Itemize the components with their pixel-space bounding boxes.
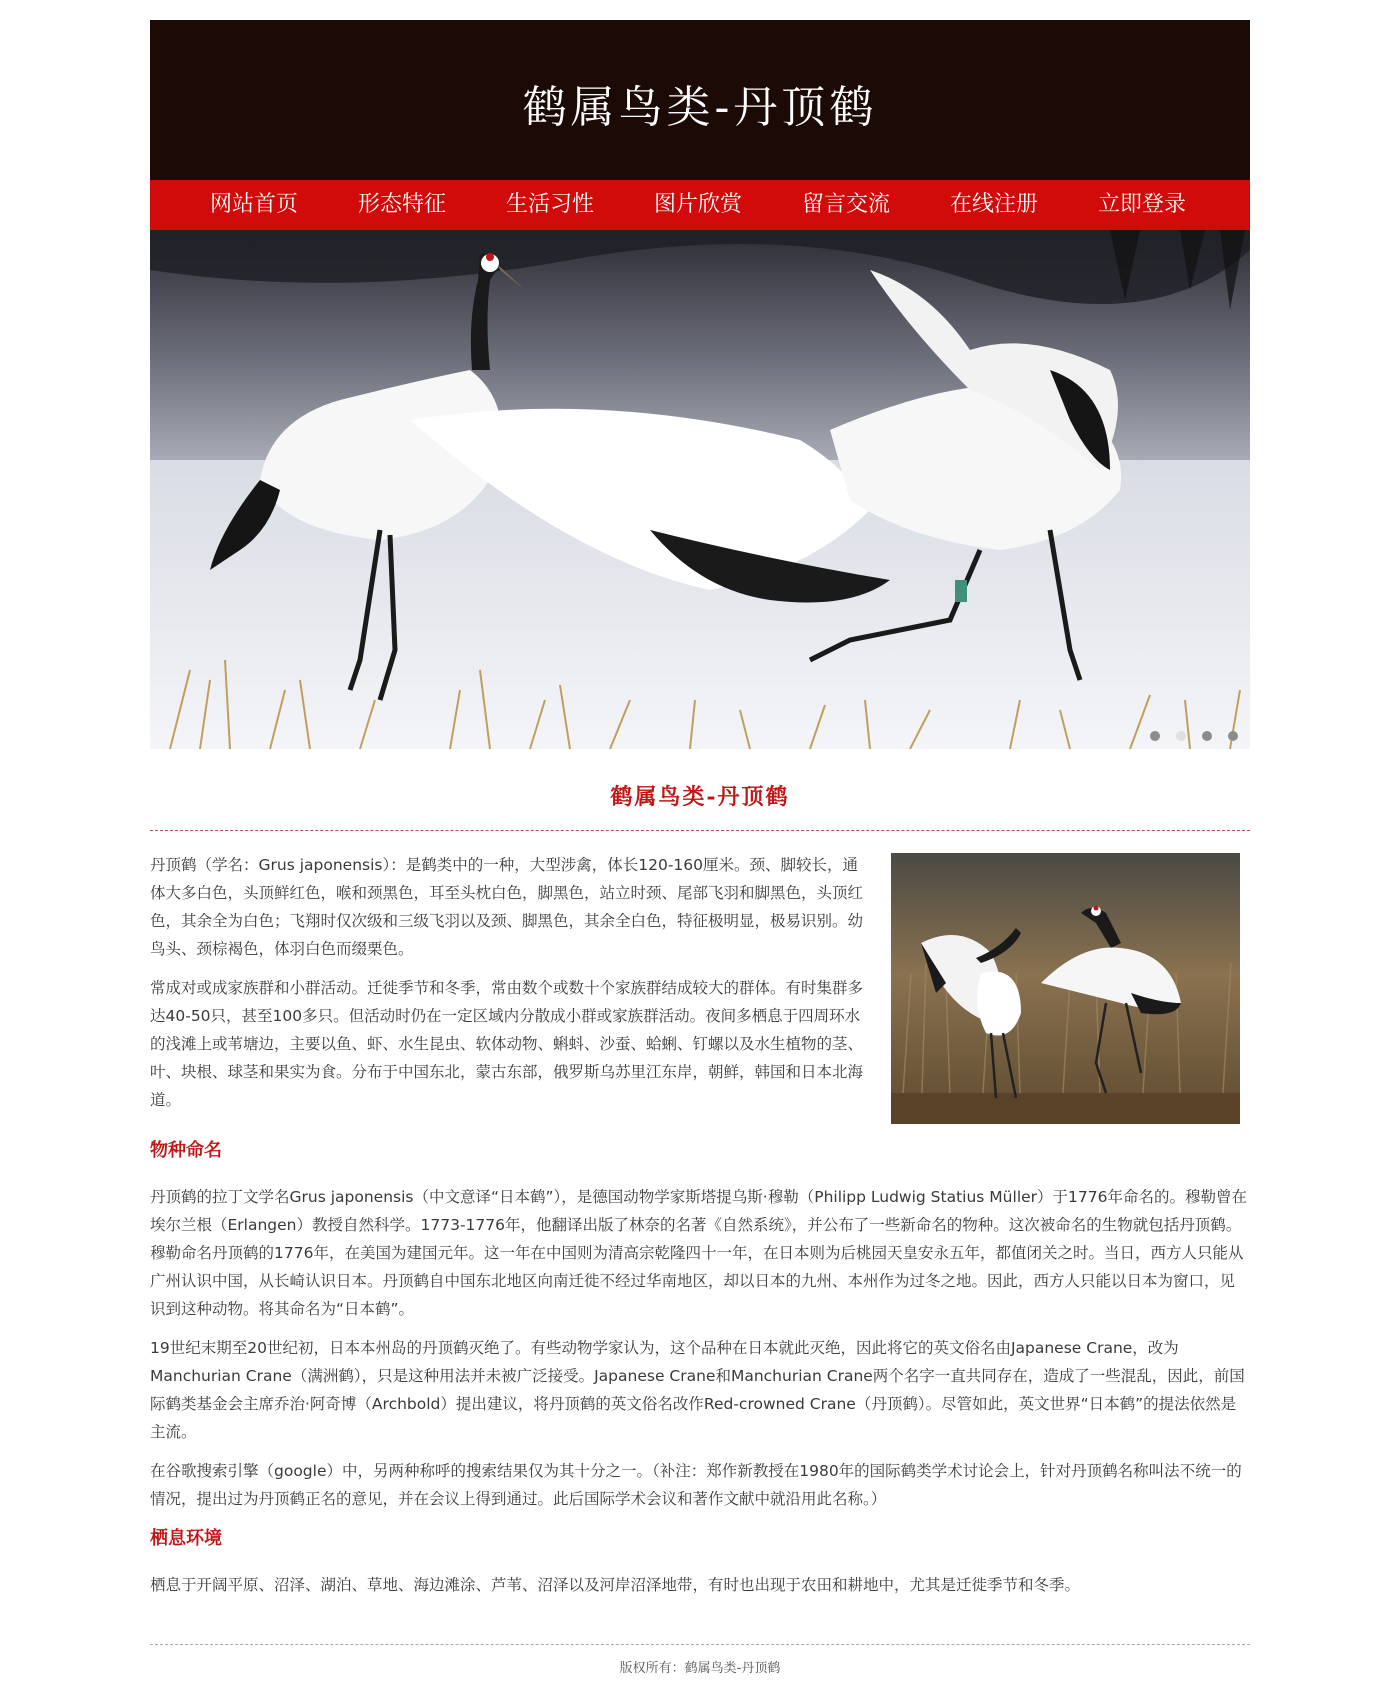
intro-paragraph: 常成对或成家族群和小群活动。迁徙季节和冬季，常由数个或数十个家族群结成较大的群体。有时集群多达40-50只，甚至100多只。但活动时仍在一定区域内分散成小群或家族群活动。夜间多栖息于四周环水的浅滩上或苇塘边，主要以鱼、虾、水生昆虫、软体动物、蝌蚪、沙蚕、蛤蜊、钉螺以及水生植物的茎、叶、块根、球茎和果实为食。分布于中国东北，蒙古东部，俄罗斯乌苏里江东岸，朝鲜，韩国和日本北海道。 bbox=[150, 979, 864, 1109]
nav-item-home[interactable]: 网站首页 bbox=[209, 192, 298, 217]
slide-dot-4[interactable] bbox=[1228, 731, 1238, 741]
nav-item-guestbook[interactable]: 留言交流 bbox=[801, 192, 890, 217]
site-footer bbox=[150, 1644, 1250, 1676]
nav-item-gallery[interactable]: 图片欣赏 bbox=[653, 192, 742, 217]
naming-paragraph: 19世纪末期至20世纪初，日本本州岛的丹顶鹤灭绝了。有些动物学家认为，这个品种在日本就此灭绝，因此将它的英文俗名由Japanese Crane，改为Manchurian Crane（满洲鹤），只是这种用法并未被广泛接受。Japanese Crane和Manchurian Crane两个名字一直共同存在，造成了一些混乱，因此，前国际鹤类基金会主席乔治·阿奇博（Archbold）提出建议，将丹顶鹤的英文俗名改作Red-crowned Crane（丹顶鹤）。尽管如此，英文世界“日本鹤”的提法依然是主流。 bbox=[150, 1339, 1245, 1441]
habitat-paragraph: 栖息于开阔平原、沼泽、湖泊、草地、海边滩涂、芦苇、沼泽以及河岸沼泽地带，有时也出现于农田和耕地中，尤其是迁徙季节和冬季。 bbox=[150, 1576, 1081, 1594]
banner-slideshow[interactable] bbox=[150, 230, 1250, 749]
article-title: 鹤属鸟类-丹顶鹤 bbox=[610, 784, 790, 810]
slide-dot-1[interactable] bbox=[1150, 731, 1160, 741]
copyright-text: 版权所有：鹤属鸟类-丹顶鹤 bbox=[619, 1661, 781, 1676]
nav-item-morphology[interactable]: 形态特征 bbox=[357, 192, 446, 217]
slideshow-dots bbox=[1150, 731, 1238, 741]
naming-paragraph: 在谷歌搜索引擎（google）中，另两种称呼的搜索结果仅为其十分之一。（补注：郑作新教授在1980年的国际鹤类学术讨论会上，针对丹顶鹤名称叫法不统一的情况，提出过为丹顶鹤正名的意见，并在会议上得到通过。此后国际学术会议和著作文献中就沿用此名称。） bbox=[150, 1462, 1242, 1508]
intro-text bbox=[150, 851, 872, 1125]
section-heading-naming: 物种命名 bbox=[150, 1140, 222, 1161]
banner-crane-image bbox=[150, 230, 1250, 749]
nav-item-habits[interactable]: 生活习性 bbox=[505, 192, 594, 217]
main-nav bbox=[150, 180, 1250, 230]
site-title: 鹤属鸟类-丹顶鹤 bbox=[522, 82, 878, 133]
dancing-cranes-photo bbox=[891, 853, 1240, 1124]
title-divider bbox=[150, 830, 1250, 831]
naming-paragraph: 丹顶鹤的拉丁文学名Grus japonensis（中文意译“日本鹤”），是德国动物学家斯塔提乌斯·穆勒（Philipp Ludwig Statius Müller）于1776年命名的。穆勒曾在埃尔兰根（Erlangen）教授自然科学。1773-1776年，他翻译出版了林奈的名著《自然系统》，并公布了一些新命名的物种。这次被命名的生物就包括丹顶鹤。穆勒命名丹顶鹤的1776年，在美国为建国元年。这一年在中国则为清高宗乾隆四十一年，在日本则为后桃园天皇安永五年，都值闭关之时。当日，西方人只能从广州认识中国，从长崎认识日本。丹顶鹤自中国东北地区向南迁徙不经过华南地区，却以日本的九州、本州作为过冬之地。因此，西方人只能以日本为窗口，见识到这种动物。将其命名为“日本鹤”。 bbox=[150, 1188, 1247, 1318]
section-heading-habitat: 栖息环境 bbox=[150, 1528, 222, 1549]
intro-paragraph: 丹顶鹤（学名：Grus japonensis）：是鹤类中的一种，大型涉禽，体长120-160厘米。颈、脚较长，通体大多白色，头顶鲜红色，喉和颈黑色，耳至头枕白色，脚黑色，站立时颈、尾部飞羽和脚黑色，头顶红色，其余全为白色；飞翔时仅次级和三级飞羽以及颈、脚黑色，其余全白色，特征极明显，极易识别。幼鸟头、颈棕褐色，体羽白色而缀栗色。 bbox=[150, 856, 864, 958]
page-container bbox=[150, 20, 1250, 1610]
article-body bbox=[150, 851, 1250, 1599]
nav-item-register[interactable]: 在线注册 bbox=[949, 192, 1038, 217]
intro-block bbox=[150, 851, 1250, 1125]
nav-item-login[interactable]: 立即登录 bbox=[1097, 192, 1186, 217]
slide-dot-2[interactable] bbox=[1176, 731, 1186, 741]
site-header bbox=[150, 20, 1250, 180]
slide-dot-3[interactable] bbox=[1202, 731, 1212, 741]
